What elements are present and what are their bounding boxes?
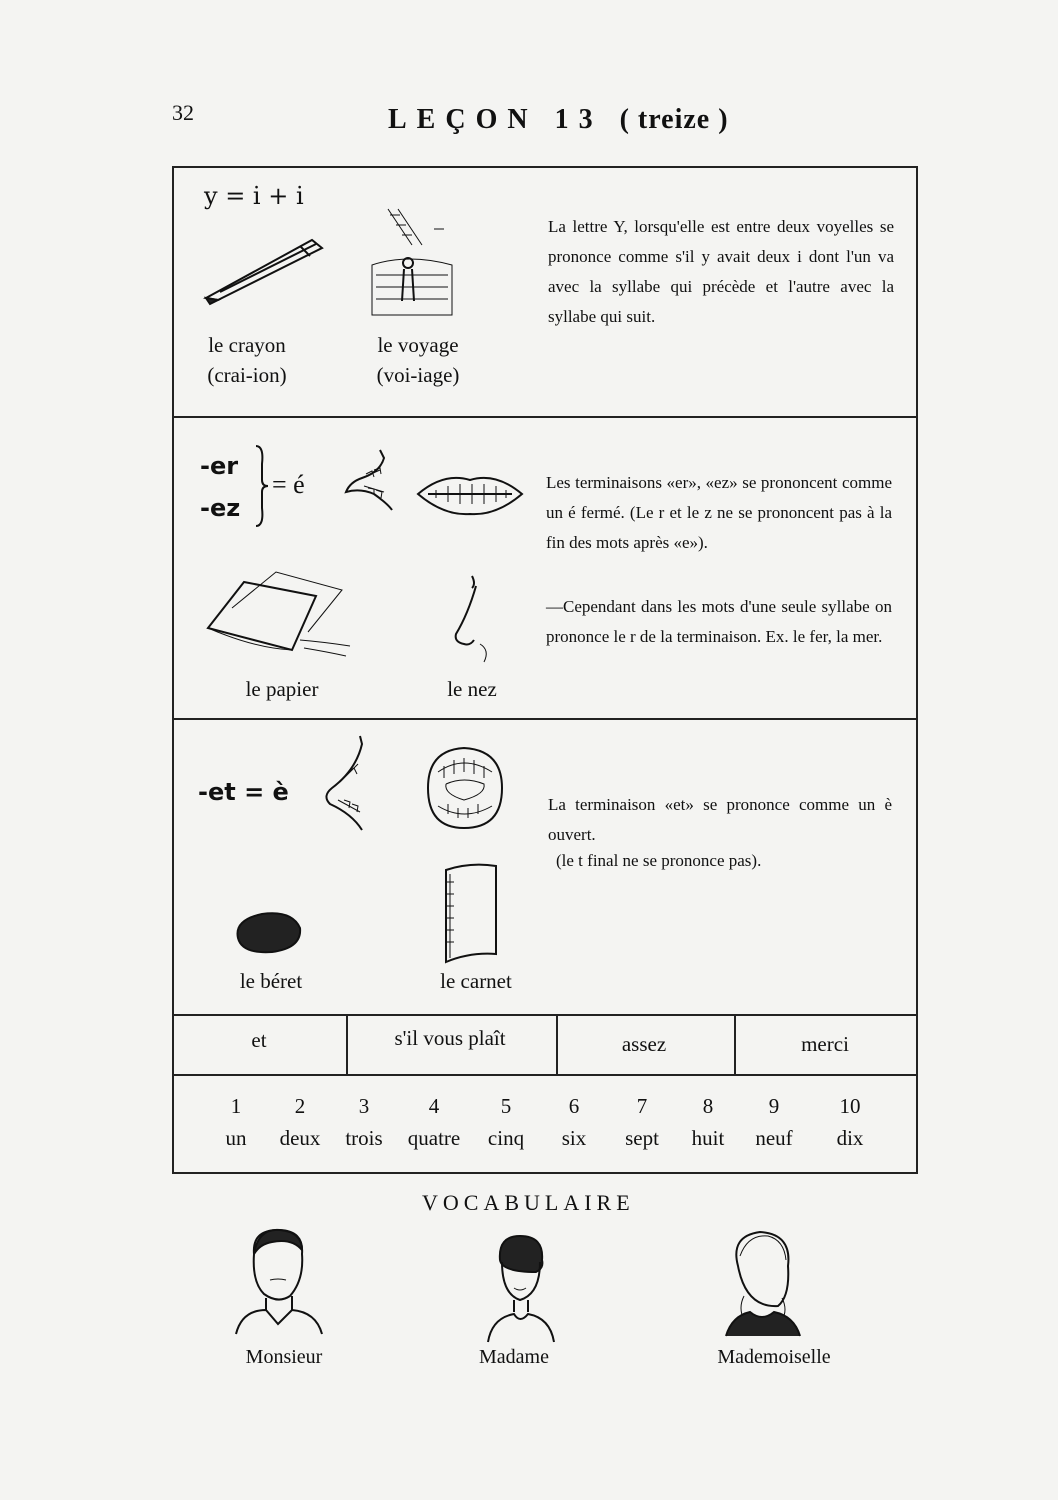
lips-icon [414, 470, 526, 518]
number-word: sept [625, 1126, 659, 1150]
papers-icon [204, 568, 354, 660]
number-word: dix [836, 1126, 864, 1150]
expression-cell: merci [801, 1032, 849, 1056]
number-digit: 4 [428, 1094, 440, 1118]
beret-icon [232, 908, 304, 956]
mouth-profile-open-icon [318, 734, 378, 834]
rule-er-equals: = é [272, 470, 305, 499]
lesson-name: LEÇON 13 [388, 104, 603, 135]
expression-cell: s'il vous plaît [394, 1026, 506, 1050]
number-digit: 3 [358, 1094, 370, 1118]
number-word: huit [691, 1126, 725, 1150]
madame-portrait-icon [484, 1232, 556, 1344]
number-word: deux [279, 1126, 321, 1150]
rule-ez: -ez [200, 494, 241, 522]
explanation-et: La terminaison «et» se prononce comme un è ouvert. [548, 795, 892, 844]
number-digit: 1 [230, 1094, 242, 1118]
word-voyage-group [360, 330, 476, 390]
vocabulary-title: VOCABULAIRE [422, 1190, 635, 1215]
number-digit: 6 [568, 1094, 580, 1118]
number-word: cinq [487, 1126, 525, 1150]
number-digit: 9 [768, 1094, 780, 1118]
divider-2 [174, 718, 916, 720]
vocabulary-item: Madame [479, 1346, 549, 1368]
rule-er: -er [200, 452, 239, 480]
syllables-voyage: (voi-iage) [376, 363, 460, 387]
voyage-icon [368, 205, 468, 320]
mademoiselle-portrait-icon [718, 1226, 804, 1338]
divider-4 [174, 1074, 916, 1076]
lesson-title [388, 104, 729, 136]
pencil-icon [200, 236, 330, 306]
number-word: neuf [755, 1126, 793, 1150]
vocabulary-item: Monsieur [245, 1346, 323, 1368]
explanation-y: La lettre Y, lorsqu'elle est entre deux voyelles se prononce comme s'il y avait deux i dont l'un va avec la syllabe qui précède et l'autre avec la syllabe qui suit. [548, 217, 894, 326]
rule-y: y = i + i [204, 182, 304, 210]
word-papier: le papier [245, 677, 319, 701]
number-digit: 7 [636, 1094, 648, 1118]
number-digit: 8 [702, 1094, 714, 1118]
word-nez: le nez [447, 677, 497, 701]
word-voyage: le voyage [377, 333, 459, 357]
syllables-crayon: (crai-ion) [207, 363, 287, 387]
word-carnet: le carnet [440, 969, 512, 993]
open-mouth-icon [424, 744, 506, 832]
number-digit: 2 [294, 1094, 306, 1118]
nose-icon [446, 574, 496, 664]
rule-et: -et = è [198, 778, 289, 806]
explanation-er: Les terminaisons «er», «ez» se prononcent comme un é fermé. (Le r et le z ne se prononcent pas à la fin des mots après «e»). [546, 473, 892, 552]
number-word: six [561, 1126, 587, 1150]
word-beret: le béret [239, 969, 303, 993]
number-word: trois [345, 1126, 383, 1150]
page-number: 32 [172, 100, 194, 125]
vocabulary-item: Mademoiselle [717, 1346, 831, 1368]
brace-icon [254, 444, 270, 528]
number-word: quatre [407, 1126, 461, 1150]
divider-1 [174, 416, 916, 418]
number-digit: 5 [500, 1094, 512, 1118]
monsieur-portrait-icon [232, 1224, 324, 1336]
word-crayon: le crayon [208, 333, 286, 357]
notebook-icon [440, 860, 502, 966]
explanation-er-exception: —Cependant dans les mots d'une seule syllabe on prononce le r de la terminaison. Ex. le fer, la mer. [546, 597, 892, 646]
word-crayon-group [190, 330, 304, 390]
lesson-subtitle: ( treize ) [619, 104, 729, 135]
number-digit: 10 [839, 1094, 861, 1118]
expression-cell: assez [621, 1032, 667, 1056]
expression-cell: et [251, 1028, 267, 1052]
divider-3 [174, 1014, 916, 1016]
mouth-profile-icon [340, 448, 400, 512]
number-word: un [225, 1126, 247, 1150]
explanation-et-note: (le t final ne se prononce pas). [556, 851, 762, 870]
